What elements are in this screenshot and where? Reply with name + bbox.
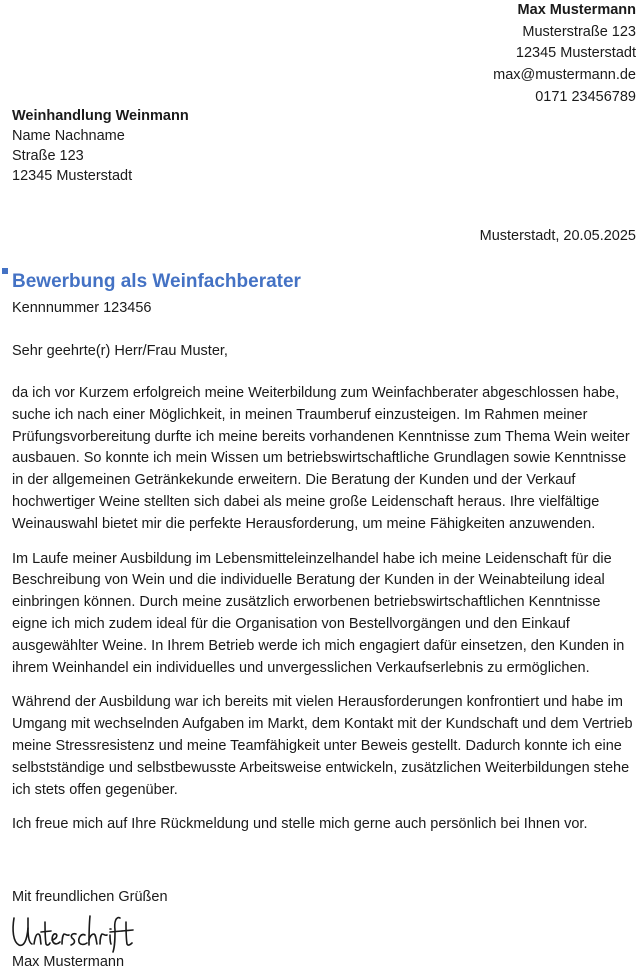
- recipient-street: Straße 123: [12, 148, 84, 164]
- subject-heading: Bewerbung als Weinfachberater: [12, 271, 301, 292]
- recipient-city: 12345 Musterstadt: [12, 168, 133, 184]
- recipient-company: Weinhandlung Weinmann: [12, 108, 189, 124]
- reference-number: Kennnummer 123456: [12, 300, 152, 316]
- body-paragraph: Während der Ausbildung war ich bereits mit vielen Herausforderungen konfrontiert und habe im Umgang mit wechselnden Aufgaben im Markt, dem Kontakt mit der Kundschaft und dem Vertrieb meine Stressresistenz und meine Teamfähigkeit unter Beweis gestellt. Dadurch konnte ich eine selbstständige und selbstbewusste Arbeitsweise entwickeln, zusätzlichen Weiterbildungen stehe ich stets offen gegenüber.: [12, 694, 633, 798]
- letter-body: [12, 383, 635, 849]
- body-paragraph: da ich vor Kurzem erfolgreich meine Weiterbildung zum Weinfachberater abgeschlossen habe, suche ich nach einer Möglichkeit, in meinen Traumberuf einzusteigen. Im Rahmen meiner Prüfungsvorbereitung durfte ich meine bereits vorhandenen Kenntnisse zum Thema Wein weiter ausbauen. So konnte ich mein Wissen um betriebswirtschaftliche Grundlagen sowie Kenntnisse in der allgemeinen Getränkekunde erweitern. Die Beratung der Kunden und der Verkauf hochwertiger Weine stellten sich dabei als meine große Leidenschaft heraus. Ihre vielfältige Weinauswahl bietet mir die perfekte Herausforderung, um meine Fähigkeiten anzuwenden.: [12, 385, 630, 532]
- subject-marker: [2, 268, 8, 274]
- signer-name: Max Mustermann: [12, 954, 125, 970]
- sender-name: Max Mustermann: [517, 2, 636, 18]
- body-paragraph: Im Laufe meiner Ausbildung im Lebensmitteleinzelhandel habe ich meine Leidenschaft für die Beschreibung von Wein und die individuelle Beratung der Kunden in der Weinabteilung ideal einbringen können. Durch meine zusätzlich erworbenen betriebswirtschaftlichen Kenntnisse eigne ich mich zudem ideal für die Organisation von Bestellvorgängen und den Einkauf ausgewählter Weine. In Ihrem Betrieb werde ich mich engagiert dafür einsetzen, den Kunden in ihrem Weinhandel ein individuelles und unvergesslichen Verkaufserlebnis zu ermöglichen.: [12, 550, 625, 676]
- body-paragraph: Ich freue mich auf Ihre Rückmeldung und stelle mich gerne auch persönlich bei Ihnen vor.: [12, 816, 588, 833]
- recipient-block: [12, 106, 189, 186]
- sender-phone: 0171 23456789: [535, 88, 636, 105]
- handwritten-signature: [10, 910, 135, 954]
- recipient-contact: Name Nachname: [12, 128, 125, 144]
- sender-street: Musterstraße 123: [522, 23, 636, 40]
- closing-phrase: Mit freundlichen Grüßen: [12, 889, 168, 905]
- sender-block: [493, 0, 636, 109]
- salutation: Sehr geehrte(r) Herr/Frau Muster,: [12, 343, 228, 359]
- sender-city: 12345 Musterstadt: [515, 45, 636, 62]
- sender-email: max@mustermann.de: [493, 67, 636, 84]
- letter-date: Musterstadt, 20.05.2025: [479, 228, 636, 244]
